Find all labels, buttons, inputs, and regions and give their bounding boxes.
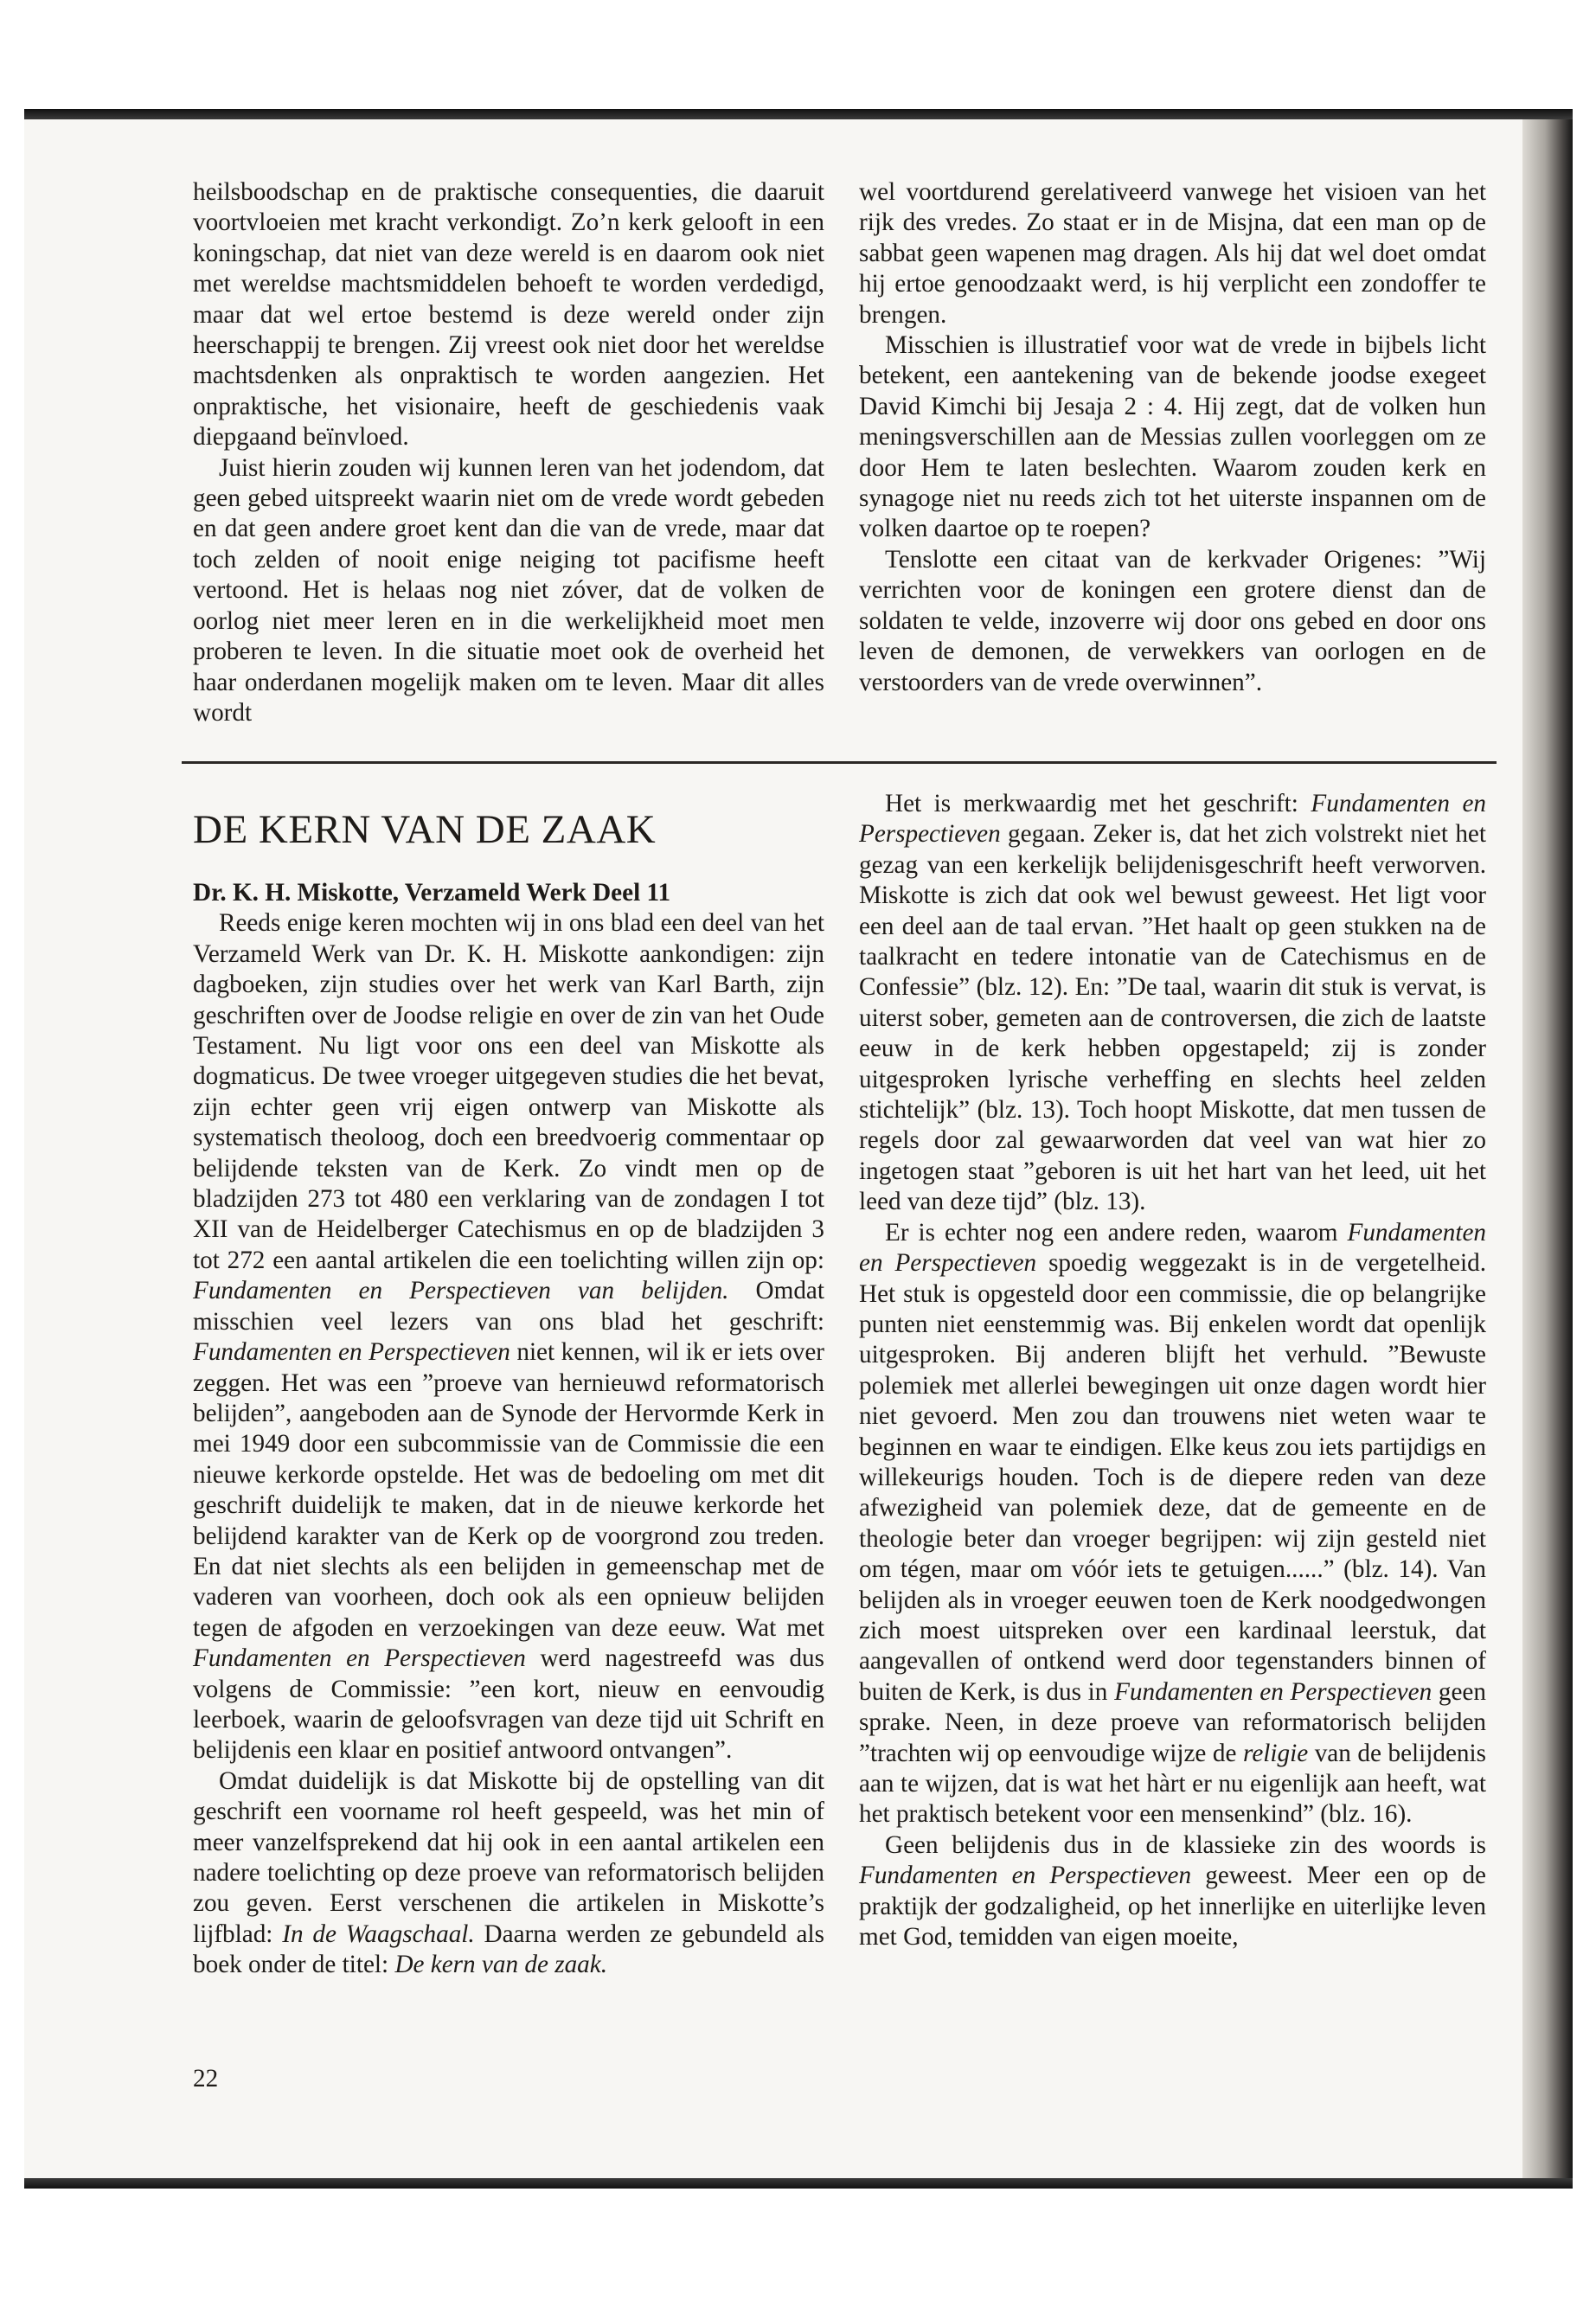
text-run: Daarna werden ze gebundeld als boek onder de titel: [193,1920,824,1979]
top-article-left-column [193,177,824,728]
italic-title: Fundamenten en Perspectieven [859,790,1486,849]
top-article-right-column [859,177,1486,698]
bottom-article-right-column [859,789,1486,1952]
text-run: niet kennen, wil ik er iets over zeggen. Het was een ”proeve van hernieuwd reformatorisch belijden”, aangeboden aan de Synode der Hervormde Kerk in mei 1949 door een subcommissie van de Commissie die een nieuwe kerkorde opstelde. Het was de bedoeling om met dit geschrift duidelijk te maken, dat in de nieuwe kerkorde het belijdend karakter van de Kerk op de voorgrond zou treden. En dat niet slechts als een belijden in gemeenschap met de vaderen van voorheen, doch ook als een opnieuw belijden tegen de afgoden en verzoekingen van deze eeuw. Wat met [193,1338,825,1642]
text-run: spoedig weggezakt is in de vergetelheid. Het stuk is opgesteld door een commissie, die op belangrijke punten niet eenstemmig was. Bij enkelen wordt dat openlijk uitgesproken. Bij anderen blijft het verhuld. ”Bewuste polemiek met allerlei bewegingen uit onze dagen wordt hier niet gevoerd. Men zou dan trouwens niet weten waar te beginnen en waar te eindigen. Elke keus zou iets partijdigs en willekeurigs houden. Toch is de diepere reden van deze afwezigheid van polemiek deze, dat de gemeente en de theologie beter dan vroeger begrijpen: wij zijn gesteld niet om tégen, maar om vóór iets te getuigen......” (blz. 14). Van belijden als in vroeger eeuwen toen de Kerk noodgedwongen zich moest uitspreken over een kardinaal leerstuk, dat aangevallen of ontkend werd door tegenstanders binnen of buiten de Kerk, is dus in [859,1249,1486,1706]
bottom-left-paragraph-2 [193,1766,824,1981]
page-bottom-border [24,2178,1573,2189]
text-run: geweest. Meer een op de praktijk der godzaligheid, op het innerlijke en uiterlijke leven met God, temidden van eigen moeite, [859,1862,1487,1952]
text-run: gegaan. Zeker is, dat het zich volstrekt niet het gezag van een kerkelijk belijdenisgeschrift heeft verworven. Miskotte is zich dat ook wel bewust geweest. Het ligt voor een deel aan de taal ervan. ”Het haalt op geen stukken na de taalkracht en tedere intonatie van de Catechismus en de Confessie” (blz. 12). En: ”De taal, waarin dit stuk is vervat, is uiterst sober, gemeten aan de controversen, die zich de laatste eeuw in de kerk hebben opgestapeld; zij is zonder uitgesproken lyrische verheffing en slechts heel zelden stichtelijk” (blz. 13). Toch hoopt Miskotte, dat men tussen de regels door zal gewaarworden dat veel van wat hier zo ingetogen staat ”geboren is uit het hart van het leed, uit het leed van deze tijd” (blz. 13). [859,820,1486,1216]
text-run: Geen belijdenis dus in de klassieke zin des woords is [885,1830,1486,1859]
page-top-border [24,109,1573,119]
text-run: Reeds enige keren mochten wij in ons blad een deel van het Verzameld Werk van Dr. K. H. Miskotte aankondigen: zijn dagboeken, zijn studies over het werk van Karl Barth, zijn geschriften over de Joodse religie en over de zin van het Oude Testament. Nu ligt voor ons een deel van Miskotte als dogmaticus. De twee vroeger uitgegeven studies die het bevat, zijn echter geen vrij eigen ontwerp van Miskotte als systematisch theoloog, doch een breedvoerig commentaar op belijdende teksten van de Kerk. Zo vindt men op de bladzijden 273 tot 480 een verklaring van de zondagen I tot XII van de Heidelberger Catechismus en op de bladzijden 3 tot 272 een aantal artikelen die een toelichting willen zijn op: [193,909,824,1274]
page-number: 22 [193,2065,219,2093]
top-left-paragraph-2: Juist hierin zouden wij kunnen leren van het jodendom, dat geen gebed uitspreekt waarin niet om de vrede wordt gebeden en dat geen andere groet kent dan die van de vrede, maar dat toch zelden of nooit enige neiging tot pacifisme heeft vertoond. Het is helaas nog niet zóver, dat de volken de oorlog niet meer leren en in die werkelijkheid moet men proberen te leven. In die situatie moet ook de overheid het haar onderdanen mogelijk maken om te leven. Maar dit alles wordt [193,453,824,727]
italic-title: Fundamenten en Perspectieven [193,1338,510,1367]
text-run: Het is merkwaardig met het geschrift: [885,790,1311,817]
italic-title: De kern van de zaak. [394,1951,608,1979]
text-run: Omdat duidelijk is dat Miskotte bij de opstelling van dit geschrift een voorname rol heeft gespeeld, was het min of meer vanzelfsprekend dat hij ook in een aantal artikelen een nadere toelichting op deze proeve van reformatorisch belijden zou geven. Eerst verschenen die artikelen in Miskotte’s lijfblad: [193,1766,824,1948]
text-run: werd nagestreefd was dus volgens de Commissie: ”een kort, nieuw en eenvoudig leerboek, waarin de geloofsvragen van deze tijd uit Schrift en belijdenis een klaar en positief antwoord ontvangen”. [193,1644,825,1765]
bottom-left-paragraph-1 [193,908,824,1766]
page-right-binding [1522,119,1573,2178]
bottom-article-left-column [193,878,824,1981]
top-left-paragraph-1: heilsboodschap en de praktische consequenties, die daaruit voortvloeien met kracht verkondigt. Zo’n kerk gelooft in een koningschap, dat niet van deze wereld is en daarom ook niet met wereldse machtsmiddelen behoeft te worden verdedigd, maar dat wel ertoe bestemd is deze wereld onder zijn heerschappij te brengen. Zij vreest ook niet door het wereldse machtsdenken als onpraktisch te worden aangezien. Het onpraktische, het visionaire, heeft de geschiedenis vaak diepgaand beïnvloed. [193,178,824,452]
italic-title: Fundamenten en Perspectieven [1114,1677,1433,1706]
section-title: DE KERN VAN DE ZAAK [193,807,657,852]
text-run: Er is echter nog een andere reden, waarom [885,1218,1348,1247]
top-right-paragraph-2: Misschien is illustratief voor wat de vrede in bijbels licht betekent, een aantekening van de bekende joodse exegeet David Kimchi bij Jesaja 2 : 4. Hij zegt, dat de volken hun meningsverschillen aan de Messias zullen voorleggen om ze door Hem te laten beslechten. Waarom zouden kerk en synagoge niet nu reeds zich tot het uiterste inspannen om de volken daartoe op te roepen? [859,331,1486,543]
text-run: Omdat misschien veel lezers van ons blad het geschrift: [193,1277,824,1336]
bottom-right-paragraph-1 [859,789,1486,1218]
italic-title: Fundamenten en Perspectieven [193,1644,526,1673]
italic-title: Fundamenten en Perspectieven [859,1218,1486,1278]
italic-title: In de Waagschaal. [282,1920,475,1948]
top-right-paragraph-3: Tenslotte een citaat van de kerkvader Origenes: ”Wij verrichten voor de koningen een grotere dienst dan de soldaten te velde, inzoverre wij door ons gebed en door ons leven de demonen, de verwekkers van oorlogen en de verstoorders van de vrede overwinnen”. [859,545,1486,696]
byline: Dr. K. H. Miskotte, Verzameld Werk Deel 11 [193,879,671,907]
bottom-right-paragraph-3 [859,1830,1486,1953]
bottom-right-paragraph-2 [859,1218,1486,1830]
italic-title: Fundamenten en Perspectieven van belijden. [193,1277,729,1305]
text-run: van de belijdenis aan te wijzen, dat is wat het hàrt er nu eigenlijk aan heeft, wat het praktisch betekent voor een mensenkind” (blz. 16). [859,1739,1486,1829]
italic-title: Fundamenten en Perspectieven [859,1862,1192,1890]
top-right-paragraph-1: wel voortdurend gerelativeerd vanwege het visioen van het rijk des vredes. Zo staat er in de Misjna, dat een man op de sabbat geen wapenen mag dragen. Als hij dat wel doet omdat hij ertoe genoodzaakt werd, is hij verplicht een zondoffer te brengen. [859,178,1486,329]
section-divider [182,761,1497,764]
italic-word: religie [1243,1739,1309,1767]
text-run: geen sprake. Neen, in deze proeve van reformatorisch belijden ”trachten wij op eenvoudige wijze de [859,1677,1486,1767]
